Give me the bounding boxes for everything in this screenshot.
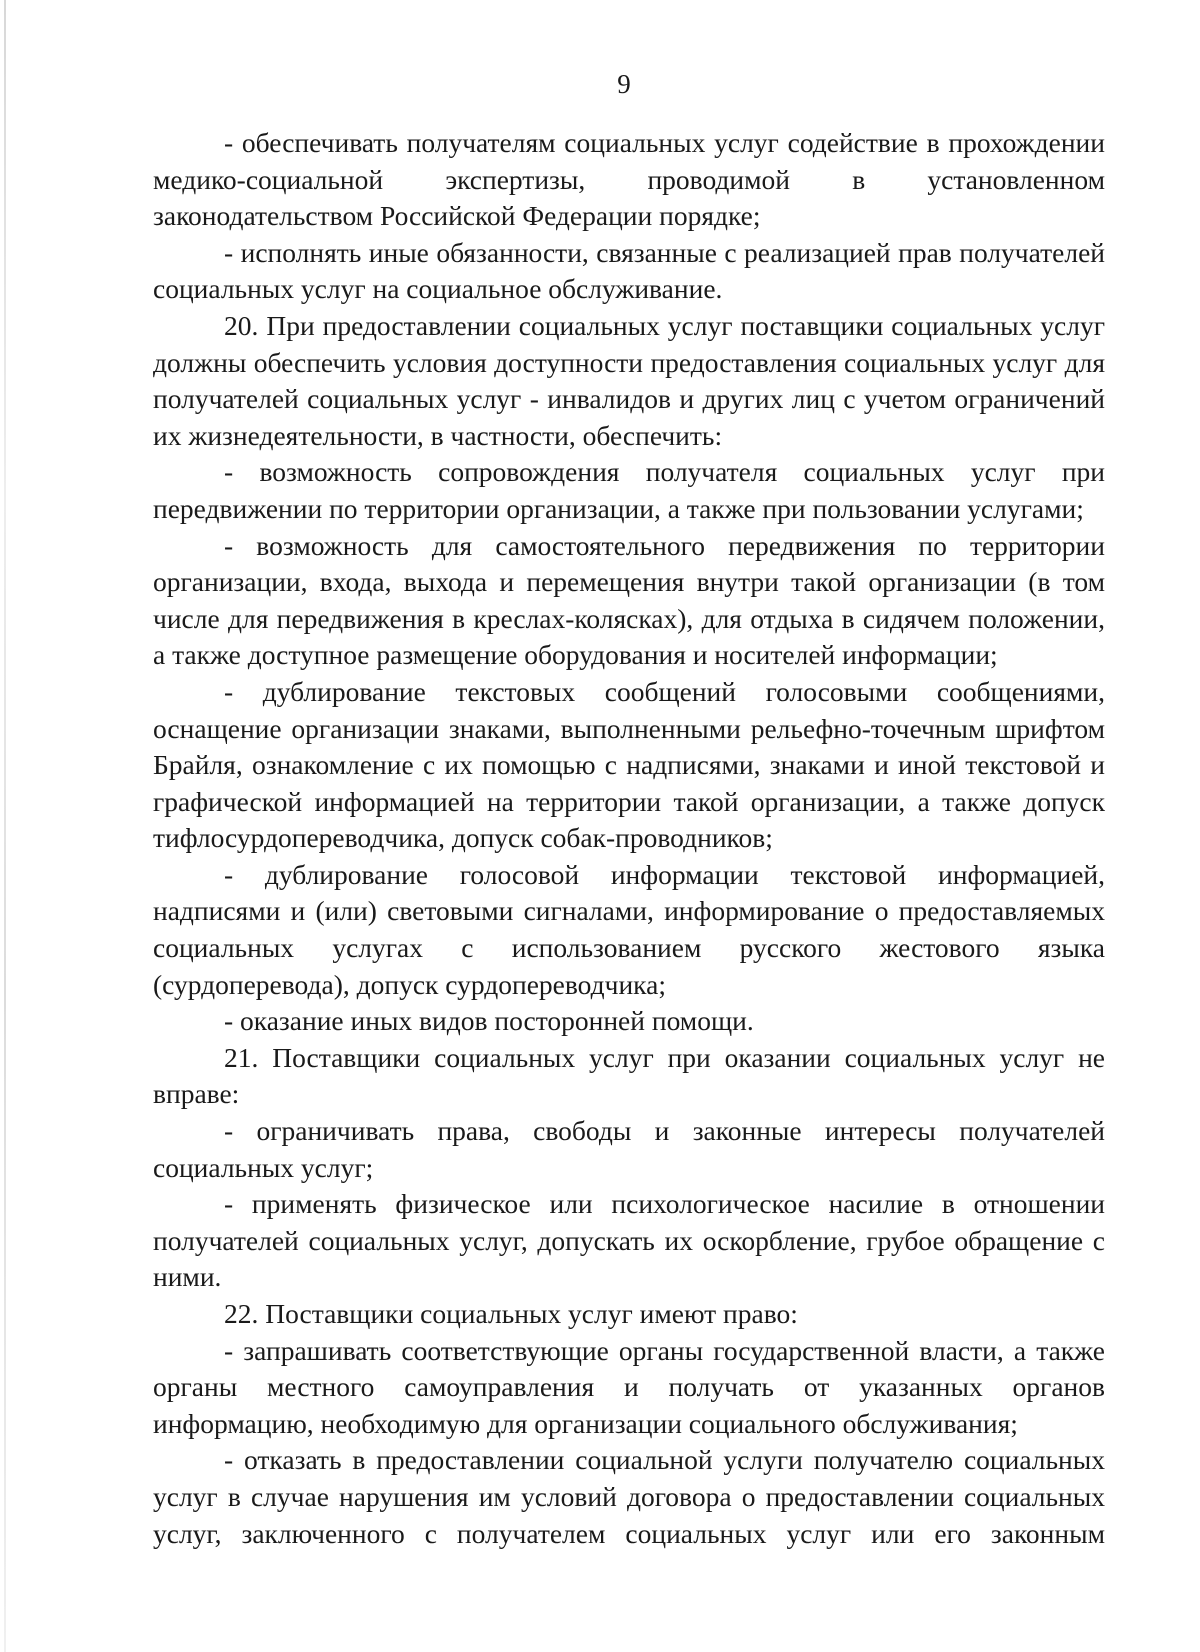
- paragraph: - запрашивать соответствующие органы государственной власти, а также органы местного самоуправления и получать от указанных органов информацию, необходимую для организации социального обслуживания;: [153, 1334, 1105, 1439]
- paragraph: - обеспечивать получателям социальных услуг содействие в прохождении медико-социальной экспертизы, проводимой в установленном законодательством Российской Федерации порядке;: [153, 127, 1105, 232]
- paragraph: - возможность для самостоятельного передвижения по территории организации, входа, выхода и перемещения внутри такой организации (в том числе для передвижения в креслах-колясках), для отдыха в сидячем положении, а также доступное размещение оборудования и носителей информации;: [153, 529, 1105, 671]
- scan-edge-shadow: [4, 0, 6, 1652]
- paragraph: - исполнять иные обязанности, связанные с реализацией прав получателей социальных услуг на социальное обслуживание.: [153, 236, 1105, 305]
- page-number: 9: [617, 69, 631, 99]
- document-body: [153, 125, 1105, 1552]
- paragraph: - дублирование голосовой информации текстовой информацией, надписями и (или) световыми сигналами, информирование о предоставляемых социальных услугах с использованием русского жестового языка (сурдоперевода), допуск сурдопереводчика;: [153, 858, 1105, 1000]
- paragraph: 20. При предоставлении социальных услуг поставщики социальных услуг должны обеспечить условия доступности предоставления социальных услуг для получателей социальных услуг - инвалидов и других лиц с учетом ограничений их жизнедеятельности, в частности, обеспечить:: [153, 309, 1105, 451]
- paragraph: - оказание иных видов посторонней помощи.: [224, 1005, 754, 1037]
- paragraph: 22. Поставщики социальных услуг имеют право:: [224, 1298, 798, 1329]
- paragraph: - дублирование текстовых сообщений голосовыми сообщениями, оснащение организации знаками, выполненными рельефно-точечным шрифтом Брайля, ознакомление с их помощью с надписями, знаками и иной текстовой и графической информацией на территории такой организации, а также допуск тифлосурдопереводчика, допуск собак-проводников;: [153, 675, 1105, 854]
- paragraph: - ограничивать права, свободы и законные интересы получателей социальных услуг;: [153, 1115, 1105, 1183]
- paragraph: - отказать в предоставлении социальной услуги получателю социальных услуг в случае нарушения им условий договора о предоставлении социальных услуг, заключенного с получателем социальных услуг или его законным: [153, 1444, 1105, 1549]
- paragraph: - применять физическое или психологическое насилие в отношении получателей социальных услуг, допускать их оскорбление, грубое обращение с ними.: [153, 1188, 1105, 1293]
- paragraph: 21. Поставщики социальных услуг при оказании социальных услуг не вправе:: [153, 1041, 1105, 1110]
- paragraph: - возможность сопровождения получателя социальных услуг при передвижении по территории организации, а также при пользовании услугами;: [153, 456, 1105, 524]
